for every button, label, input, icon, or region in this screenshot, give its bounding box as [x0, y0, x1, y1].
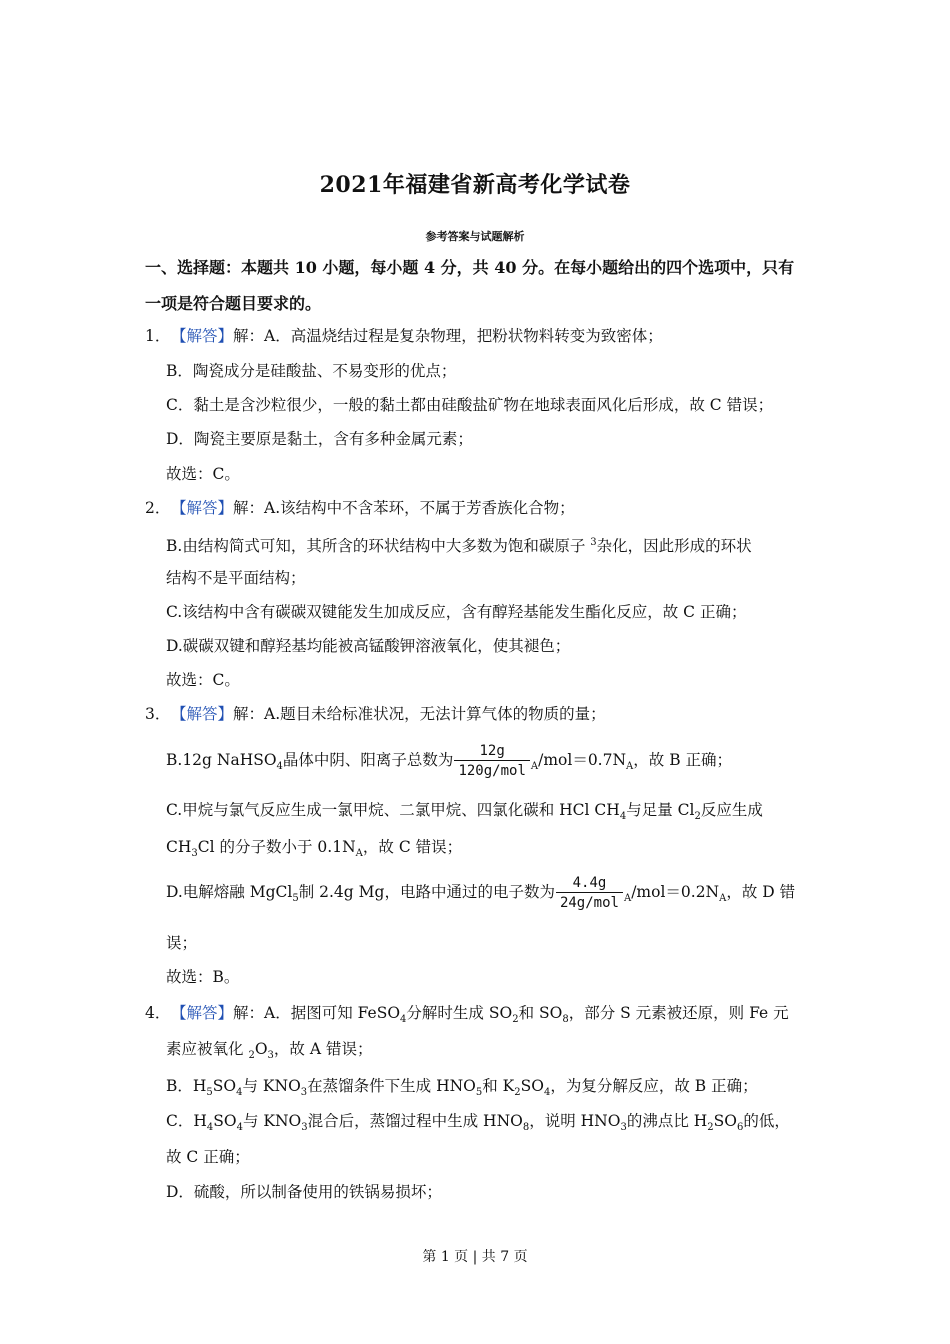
q3-c-sub: 4 [619, 811, 627, 823]
q4-c-sub7: 6 [736, 1122, 744, 1134]
q4-c-text7: SO [713, 1112, 737, 1130]
q3-option-b [166, 740, 732, 787]
q3-d-sub: 5 [292, 893, 299, 905]
fraction-numerator: 12g [454, 742, 529, 761]
q4-b-text7: ，为复分解反应，故 B 正确； [550, 1077, 758, 1095]
q4-b-sub6: 4 [543, 1087, 551, 1099]
q3-d-text: D.电解熔融 MgCl [166, 883, 293, 901]
q3-d-sub2: A [623, 893, 632, 905]
q4-b-text3: 与 KNO [242, 1077, 301, 1095]
q4-c-text5: ，说明 HNO [529, 1112, 621, 1130]
q3-option-a: 解：A.题目未给标准状况，无法计算气体的物质的量； [233, 705, 606, 723]
q3-d-fraction [556, 874, 623, 913]
page-title: 2021年福建省新高考化学试卷 [319, 172, 631, 198]
answer-tag: 【解答】 [171, 327, 234, 345]
q4-c-text8: 的低， [743, 1112, 790, 1130]
q4-a-sub3: 8 [562, 1014, 569, 1026]
q4-a-text: 解：A．据图可知 FeSO [233, 1004, 401, 1022]
q4-c-text: C．H [166, 1112, 207, 1130]
q3-d-sub3: A [719, 893, 727, 905]
q3-c2-sub2: A [355, 848, 363, 860]
q4-c-text3: 与 KNO [242, 1112, 302, 1130]
q4-b-text2: SO [212, 1077, 237, 1095]
q3-line-a [145, 704, 606, 724]
q4-b-sub3: 3 [300, 1087, 308, 1099]
q4-b-sub4: 5 [475, 1087, 483, 1099]
q4-c-text2: SO [213, 1112, 237, 1130]
q1-option-c: C．黏土是含沙粒很少，一般的黏土都由硅酸盐矿物在地球表面风化后形成，故 C 错误； [166, 396, 774, 414]
q2-option-b-line1 [166, 533, 752, 556]
q4-a2-text: 素应被氧化 [166, 1040, 249, 1058]
q1-option-a: 解：A．高温烧结过程是复杂物理，把粉状物料转变为致密体； [233, 327, 663, 345]
q4-b-text: B．H [166, 1077, 207, 1095]
q1-choice: 故选：C。 [166, 465, 240, 483]
q3-b-fraction [454, 742, 529, 781]
answer-tag: 【解答】 [171, 499, 234, 517]
q3-b-sub2: A [530, 761, 539, 773]
q4-option-c-line2: 故 C 正确； [166, 1148, 250, 1166]
q4-a-text2: 分解时生成 SO [406, 1004, 513, 1022]
q1-number: 1． [145, 327, 171, 345]
q3-choice: 故选：B。 [166, 968, 240, 986]
q2-b-sup: 3 [590, 537, 597, 548]
q3-d-text2: 制 2.4g Mg，电路中通过的电子数为 [298, 883, 555, 901]
fraction-numerator: 4.4g [556, 874, 623, 893]
fraction-denominator: 120g/mol [458, 762, 526, 779]
q4-c-text6: 的沸点比 H [626, 1112, 708, 1130]
page-subtitle: 参考答案与试题解析 [425, 230, 525, 243]
q4-option-b [166, 1076, 758, 1103]
q4-a-sub: 4 [400, 1014, 407, 1026]
q3-option-d [166, 872, 795, 919]
q4-a2-sub2: 3 [267, 1050, 274, 1062]
q4-b-sub5: 2 [514, 1087, 521, 1099]
q3-c-text3: 反应生成 [700, 801, 763, 819]
q3-b-text4: ，故 B 正确； [633, 751, 733, 769]
q2-number: 2． [145, 499, 171, 517]
section-heading-line1: 一、选择题：本题共 10 小题，每小题 4 分，共 40 分。在每小题给出的四个选项中，只有 [145, 258, 795, 277]
q4-b-text6: SO [520, 1077, 544, 1095]
q4-b-sub: 5 [206, 1087, 213, 1099]
q4-c-sub3: 3 [301, 1122, 308, 1134]
q4-number: 4． [145, 1004, 171, 1022]
q4-c-sub6: 2 [707, 1122, 714, 1134]
q4-a-text3: 和 SO [518, 1004, 563, 1022]
q4-c-sub2: 4 [236, 1122, 243, 1134]
q2-option-d: D.碳碳双键和醇羟基均能被高锰酸钾溶液氧化，使其褪色； [166, 637, 571, 655]
page-footer: 第 1 页 | 共 7 页 [422, 1249, 528, 1265]
q3-c2-text: CH [166, 838, 192, 856]
q3-d-text4: ，故 D 错 [726, 883, 796, 901]
q4-option-c [166, 1111, 790, 1138]
q4-b-sub2: 4 [236, 1087, 243, 1099]
q3-b-text3: /mol＝0.7N [538, 751, 627, 769]
q2-option-c: C.该结构中含有碳碳双键能发生加成反应，含有醇羟基能发生酯化反应，故 C 正确； [166, 603, 747, 621]
q3-c2-text2: Cl 的分子数小于 0.1N [197, 838, 356, 856]
q4-b-text4: 在蒸馏条件下生成 HNO [307, 1077, 476, 1095]
q3-b-text: B.12g NaHSO [166, 751, 277, 769]
answer-tag: 【解答】 [171, 1004, 234, 1022]
q4-c-sub5: 3 [620, 1122, 627, 1134]
q4-a-sub2: 2 [512, 1014, 519, 1026]
q4-a2-text3: ，故 A 错误； [273, 1040, 373, 1058]
q3-c-text: C.甲烷与氯气反应生成一氯甲烷、二氯甲烷、四氯化碳和 HCl CH [166, 801, 620, 819]
q3-b-sub: 4 [276, 761, 283, 773]
q3-number: 3． [145, 705, 171, 723]
q3-c2-text3: ，故 C 错误； [362, 838, 463, 856]
q4-a2-text2: O [254, 1040, 268, 1058]
q3-c-sub2: 2 [694, 811, 701, 823]
q2-option-a: 解：A.该结构中不含苯环，不属于芳香族化合物； [233, 499, 575, 517]
q1-option-d: D．陶瓷主要原是黏土，含有多种金属元素； [166, 430, 473, 448]
q4-c-text4: 混合后，蒸馏过程中生成 HNO [307, 1112, 523, 1130]
q4-line-a [145, 1003, 789, 1030]
q3-option-c-line1 [166, 800, 763, 827]
q2-b-text: B.由结构简式可知，其所含的环状结构中大多数为饱和碳原子 [166, 537, 591, 556]
q2-choice: 故选：C。 [166, 671, 240, 689]
q3-option-c-line2 [166, 837, 462, 864]
fraction-denominator: 24g/mol [559, 894, 619, 911]
q1-line-a [145, 326, 663, 346]
q2-option-b-line2: 结构不是平面结构； [166, 569, 306, 587]
q4-c-sub: 4 [206, 1122, 214, 1134]
section-heading-line2: 一项是符合题目要求的。 [145, 294, 322, 313]
q4-option-a-line2 [166, 1039, 372, 1066]
q3-b-text2: 晶体中阴、阳离子总数为 [282, 751, 454, 769]
q4-a-text4: ，部分 S 元素被还原，则 Fe 元 [568, 1004, 789, 1022]
q4-a2-sub: 2 [248, 1050, 255, 1062]
answer-tag: 【解答】 [171, 705, 234, 723]
q3-option-d-line2: 误； [166, 934, 198, 952]
q4-c-sub4: 8 [522, 1122, 530, 1134]
q3-d-text3: /mol＝0.2N [631, 883, 720, 901]
q3-c2-sub: 3 [191, 848, 198, 860]
q4-option-d: D．硫酸，所以制备使用的铁锅易损坏； [166, 1183, 442, 1201]
q3-b-sub3: A [626, 761, 634, 773]
q2-line-a [145, 498, 575, 518]
q4-b-text5: 和 K [482, 1077, 515, 1095]
q3-c-text2: 与足量 Cl [626, 801, 695, 819]
q1-option-b: B．陶瓷成分是硅酸盐、不易变形的优点； [166, 362, 457, 380]
q2-b-text2: 杂化，因此形成的环状 [596, 537, 752, 556]
